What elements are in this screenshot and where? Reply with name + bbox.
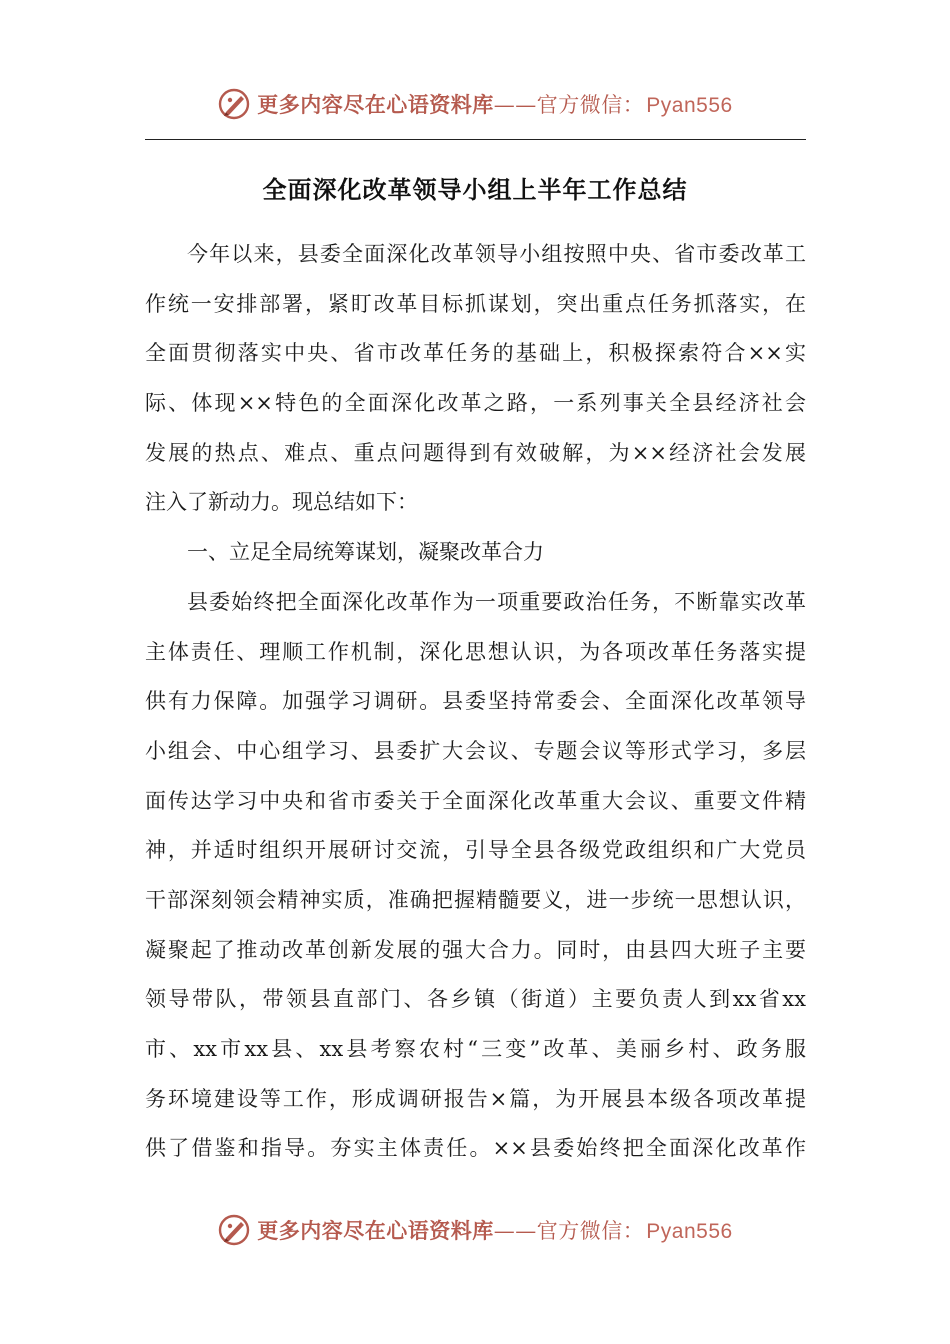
body-line: 务环境建设等工作，形成调研报告×篇，为开展县本级各项改革提 xyxy=(145,1086,806,1111)
body-line: 面传达学习中央和省市委关于全面深化改革重大会议、重要文件精 xyxy=(145,788,806,813)
section-heading: 一、立足全局统筹谋划，凝聚改革合力 xyxy=(187,540,544,565)
body-line: 供了借鉴和指导。夯实主体责任。××县委始终把全面深化改革作 xyxy=(145,1136,806,1161)
header-divider xyxy=(145,139,806,140)
banner-handle: Pyan556 xyxy=(646,1220,733,1243)
banner-handle: Pyan556 xyxy=(646,94,733,117)
footer-banner xyxy=(0,1210,950,1250)
body-line: 发展的热点、难点、重点问题得到有效破解，为××经济社会发展 xyxy=(145,440,806,465)
body-line: 神，并适时组织开展研讨交流，引导全县各级党政组织和广大党员 xyxy=(145,838,806,863)
body-line: 小组会、中心组学习、县委扩大会议、专题会议等形式学习，多层 xyxy=(145,738,806,763)
body-line: 主体责任、理顺工作机制，深化思想认识，为各项改革任务落实提 xyxy=(145,639,806,664)
body-line: 作统一安排部署，紧盯改革目标抓谋划，突出重点任务抓落实，在 xyxy=(145,291,806,316)
body-line: 注入了新动力。现总结如下： xyxy=(145,490,418,515)
banner-contact-label: 官方微信： xyxy=(536,93,645,117)
banner-contact-label: 官方微信： xyxy=(536,1219,645,1243)
banner-brand: 更多内容尽在心语资料库 xyxy=(257,1218,494,1243)
body-line: 干部深刻领会精神实质，准确把握精髓要义，进一步统一思想认识， xyxy=(145,887,806,912)
pen-logo-icon xyxy=(217,1213,251,1247)
body-line: 全面贯彻落实中央、省市改革任务的基础上，积极探索符合××实 xyxy=(145,341,806,366)
banner-text xyxy=(257,1215,732,1245)
body-line: 供有力保障。加强学习调研。县委坚持常委会、全面深化改革领导 xyxy=(145,689,806,714)
header-banner xyxy=(0,84,950,124)
body-line: 际、体现××特色的全面深化改革之路，一系列事关全县经济社会 xyxy=(145,391,806,416)
body-line: 今年以来，县委全面深化改革领导小组按照中央、省市委改革工 xyxy=(187,242,806,266)
body-line: 领导带队，带领县直部门、各乡镇（街道）主要负责人到xx省xx xyxy=(145,987,806,1012)
document-body xyxy=(145,230,806,1174)
body-line: 县委始终把全面深化改革作为一项重要政治任务，不断靠实改革 xyxy=(187,589,806,614)
banner-brand: 更多内容尽在心语资料库 xyxy=(257,92,494,117)
body-line: 市、xx市xx县、xx县考察农村“三变”改革、美丽乡村、政务服 xyxy=(145,1037,806,1061)
body-line: 凝聚起了推动改革创新发展的强大合力。同时，由县四大班子主要 xyxy=(145,937,806,962)
banner-separator: —— xyxy=(493,93,537,117)
banner-text xyxy=(257,89,732,119)
pen-logo-icon xyxy=(217,87,251,121)
document-title: 全面深化改革领导小组上半年工作总结 xyxy=(262,176,688,204)
banner-separator: —— xyxy=(493,1219,537,1243)
